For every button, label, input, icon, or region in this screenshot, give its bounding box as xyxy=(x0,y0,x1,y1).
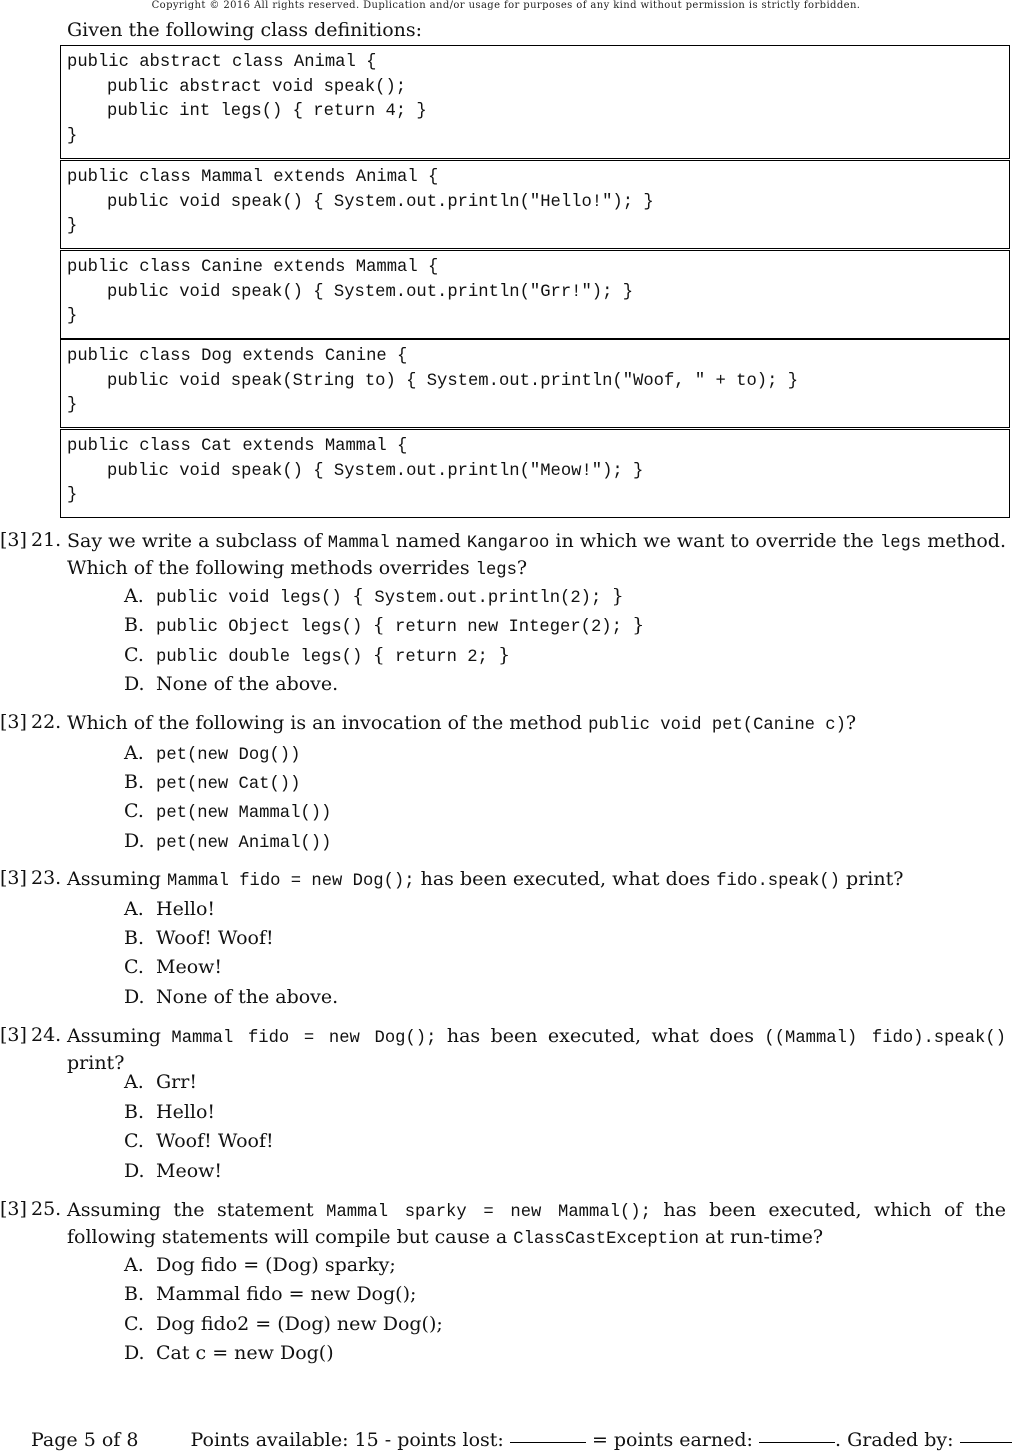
code-line: } xyxy=(67,396,78,415)
question-points: [3] xyxy=(0,529,27,551)
code-line: public void speak() { System.out.println("Hello!"); } xyxy=(107,192,654,212)
code-line: public void speak() { System.out.println("Meow!"); } xyxy=(107,461,644,481)
question-23 xyxy=(0,867,1012,894)
option-21-b: B. public Object legs() { return new Integer(2); } xyxy=(124,614,645,637)
question-points: [3] xyxy=(0,1024,27,1046)
page-footer xyxy=(31,1429,1012,1451)
code-line: public void speak() { System.out.println("Grr!"); } xyxy=(107,282,634,302)
question-25 xyxy=(0,1198,1012,1252)
option-24-c: C. Woof! Woof! xyxy=(124,1130,274,1152)
graded-by-blank[interactable] xyxy=(960,1442,1012,1443)
class-mammal-box xyxy=(60,160,1010,249)
question-points: [3] xyxy=(0,1198,27,1220)
option-21-d: D. None of the above. xyxy=(124,673,339,695)
copyright-notice: Copyright © 2016 All rights reserved. Duplication and/or usage for purposes of any kind without permission is strictly forbidden. xyxy=(151,0,861,11)
option-24-b: B. Hello! xyxy=(124,1101,216,1123)
class-dog-box xyxy=(60,339,1010,428)
code-line: } xyxy=(67,307,78,326)
option-22-b: B. pet(new Cat()) xyxy=(124,771,301,794)
question-points: [3] xyxy=(0,867,27,889)
option-23-d: D. None of the above. xyxy=(124,986,339,1008)
points-earned-label: = points earned: xyxy=(591,1429,753,1451)
question-text: Assuming Mammal fido = new Dog(); has been executed, what does ((Mammal) fido).speak() print? xyxy=(67,1025,1006,1074)
intro-text: Given the following class definitions: xyxy=(67,19,423,41)
question-text: Assuming the statement Mammal sparky = new Mammal(); has been executed, which of the following statements will compile but cause a ClassCastException at run-time? xyxy=(67,1199,1006,1249)
code-line: public class Mammal extends Animal { xyxy=(67,168,439,187)
option-24-a: A. Grr! xyxy=(124,1071,197,1093)
option-22-c: C. pet(new Mammal()) xyxy=(124,800,332,823)
option-24-d: D. Meow! xyxy=(124,1160,223,1182)
question-text: Which of the following is an invocation of the method public void pet(Canine c)? xyxy=(67,712,857,735)
code-line: public int legs() { return 4; } xyxy=(107,102,427,121)
option-25-d: D. Cat c = new Dog() xyxy=(124,1342,334,1364)
code-line: public abstract void speak(); xyxy=(107,77,407,97)
code-line: public abstract class Animal { xyxy=(67,53,377,72)
question-number: 22. xyxy=(31,711,62,733)
code-line: public class Dog extends Canine { xyxy=(67,347,408,366)
code-line: public class Cat extends Mammal { xyxy=(67,437,408,456)
question-number: 23. xyxy=(31,867,62,889)
points-available-label: Points available: 15 - points lost: xyxy=(190,1429,504,1451)
question-number: 24. xyxy=(31,1024,62,1046)
option-25-c: C. Dog fido2 = (Dog) new Dog(); xyxy=(124,1313,443,1335)
points-lost-blank[interactable] xyxy=(510,1442,586,1443)
option-23-a: A. Hello! xyxy=(124,898,216,920)
option-21-c: C. public double legs() { return 2; } xyxy=(124,644,511,667)
code-line: } xyxy=(67,217,78,236)
question-24 xyxy=(0,1024,1012,1076)
option-25-b: B. Mammal fido = new Dog(); xyxy=(124,1283,417,1305)
class-animal-box xyxy=(60,45,1010,159)
points-earned-blank[interactable] xyxy=(759,1442,835,1443)
option-22-a: A. pet(new Dog()) xyxy=(124,742,301,765)
question-points: [3] xyxy=(0,711,27,733)
graded-by-label: . Graded by: xyxy=(834,1429,954,1451)
question-text: Say we write a subclass of Mammal named Kangaroo in which we want to override the legs method. Which of the following methods overrides legs? xyxy=(67,530,1006,580)
code-line: } xyxy=(67,486,78,505)
question-number: 21. xyxy=(31,529,62,551)
code-line: public void speak(String to) { System.out.println("Woof, " + to); } xyxy=(107,371,799,391)
code-line: public class Canine extends Mammal { xyxy=(67,258,439,277)
question-21 xyxy=(0,529,1012,583)
option-23-c: C. Meow! xyxy=(124,956,223,978)
option-22-d: D. pet(new Animal()) xyxy=(124,830,332,853)
code-line: } xyxy=(67,126,78,146)
page-number: Page 5 of 8 xyxy=(31,1429,139,1451)
option-23-b: B. Woof! Woof! xyxy=(124,927,274,949)
option-21-a: A. public void legs() { System.out.println(2); } xyxy=(124,585,624,608)
question-number: 25. xyxy=(31,1198,62,1220)
class-canine-box xyxy=(60,250,1010,339)
question-22 xyxy=(0,711,1012,738)
question-text: Assuming Mammal fido = new Dog(); has been executed, what does fido.speak() print? xyxy=(67,868,904,891)
class-cat-box xyxy=(60,429,1010,518)
option-25-a: A. Dog fido = (Dog) sparky; xyxy=(124,1254,396,1276)
